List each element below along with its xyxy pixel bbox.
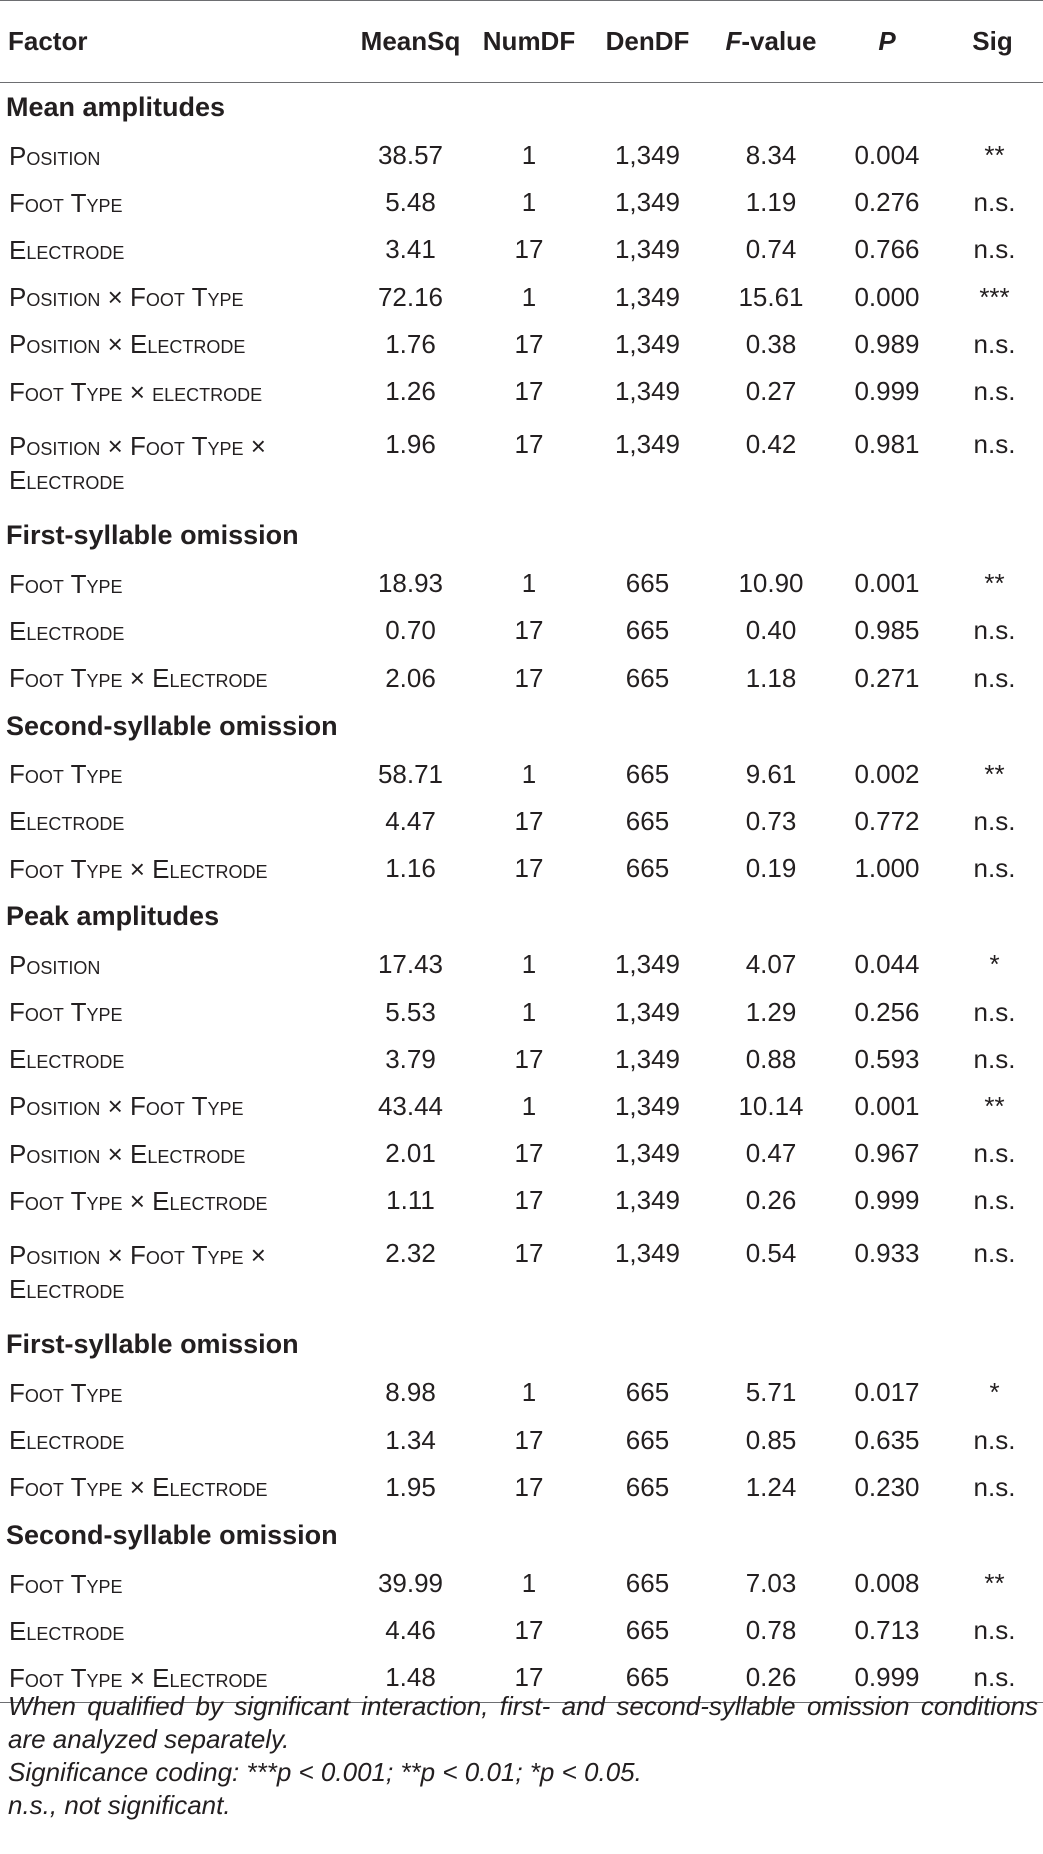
dendf-cell: 665 — [625, 1377, 670, 1408]
dendf-cell: 1,349 — [614, 328, 681, 359]
factor-cell: Foot Type × electrode — [9, 376, 263, 407]
f-cell: 0.54 — [745, 1238, 797, 1269]
numdf-cell: 1 — [521, 1568, 537, 1599]
factor-cell: Foot Type × Electrode — [9, 1185, 268, 1216]
f-cell: 15.61 — [738, 281, 804, 312]
sig-cell: n.s. — [973, 187, 1016, 218]
table-row — [0, 988, 1043, 1035]
table-row — [0, 655, 1043, 702]
sig-cell: ** — [984, 568, 1005, 599]
meansq-cell: 5.48 — [385, 187, 436, 218]
meansq-cell: 72.16 — [377, 281, 444, 312]
factor-cell: Position × Foot Type — [9, 282, 244, 313]
p-cell: 0.999 — [832, 1654, 942, 1702]
numdf-cell: 17 — [514, 1238, 544, 1269]
f-cell: 9.61 — [745, 758, 797, 789]
p-cell: 0.593 — [854, 1043, 920, 1074]
factor-cell: Position × Electrode — [9, 329, 246, 360]
table-row — [0, 226, 1043, 273]
factor-cell: Foot Type × Electrode — [9, 853, 268, 884]
dendf-cell: 1,349 — [614, 140, 681, 171]
p-cell: 1.000 — [854, 853, 920, 884]
header-dendf: DenDF — [585, 1, 710, 83]
numdf-cell: 17 — [514, 328, 544, 359]
numdf-cell: 17 — [514, 1138, 544, 1169]
factor-cell: Electrode — [9, 234, 125, 265]
dendf-cell: 1,349 — [614, 234, 681, 265]
factor-cell: Foot Type — [9, 1568, 123, 1599]
sig-cell: n.s. — [973, 429, 1016, 460]
f-cell: 0.88 — [745, 1043, 797, 1074]
footnote-ns: n.s., not significant. — [8, 1790, 231, 1820]
sig-cell: n.s. — [973, 1043, 1016, 1074]
meansq-cell: 38.57 — [377, 140, 444, 171]
factor-cell: Foot Type — [9, 1377, 123, 1408]
dendf-cell: 1,349 — [614, 1138, 681, 1169]
meansq-cell: 1.96 — [385, 429, 436, 460]
dendf-cell: 1,349 — [614, 1043, 681, 1074]
dendf-cell: 1,349 — [614, 281, 681, 312]
f-cell: 0.38 — [745, 328, 797, 359]
sig-cell: ** — [984, 140, 1005, 171]
dendf-cell: 1,349 — [614, 429, 681, 460]
p-cell: 0.004 — [854, 140, 920, 171]
factor-cell: Position × Foot Type × Electrode — [9, 431, 266, 496]
f-cell: 1.19 — [745, 187, 797, 218]
sig-cell: n.s. — [973, 1424, 1016, 1455]
numdf-cell: 17 — [514, 1424, 544, 1455]
numdf-cell: 17 — [514, 234, 544, 265]
dendf-cell: 665 — [625, 1615, 670, 1646]
table-row — [0, 1464, 1043, 1511]
p-cell: 0.000 — [854, 281, 920, 312]
dendf-cell: 665 — [585, 1654, 710, 1702]
meansq-cell: 2.32 — [385, 1238, 436, 1269]
f-cell: 1.18 — [745, 662, 797, 693]
factor-cell: Foot Type — [9, 759, 123, 790]
p-cell: 0.001 — [854, 1090, 920, 1121]
table-row — [0, 1130, 1043, 1177]
numdf-cell: 17 — [514, 1043, 544, 1074]
meansq-cell: 0.70 — [385, 615, 436, 646]
numdf-cell: 17 — [473, 1654, 585, 1702]
p-cell: 0.008 — [854, 1568, 920, 1599]
meansq-cell: 39.99 — [377, 1568, 444, 1599]
f-cell: 0.74 — [745, 234, 797, 265]
section-title: First-syllable omission — [6, 520, 299, 551]
dendf-cell: 1,349 — [614, 1238, 681, 1269]
meansq-cell: 1.26 — [385, 376, 436, 407]
p-cell: 0.989 — [854, 328, 920, 359]
factor-cell: Foot Type × Electrode — [9, 1472, 268, 1503]
p-cell: 0.001 — [854, 568, 920, 599]
table-row — [0, 941, 1043, 988]
table-body — [0, 83, 1043, 1703]
numdf-cell: 17 — [514, 853, 544, 884]
dendf-cell: 665 — [625, 615, 670, 646]
meansq-cell: 17.43 — [377, 949, 444, 980]
table-row — [0, 415, 1043, 511]
factor-cell: Foot Type × Electrode — [9, 663, 268, 694]
meansq-cell: 2.01 — [385, 1138, 436, 1169]
dendf-cell: 665 — [625, 758, 670, 789]
numdf-cell: 17 — [514, 429, 544, 460]
numdf-cell: 1 — [521, 1090, 537, 1121]
dendf-cell: 1,349 — [614, 1090, 681, 1121]
sig-cell: n.s. — [973, 234, 1016, 265]
dendf-cell: 1,349 — [614, 1185, 681, 1216]
factor-cell: Electrode — [9, 806, 125, 837]
p-cell: 0.985 — [854, 615, 920, 646]
factor-cell: Foot Type — [9, 997, 123, 1028]
p-cell: 0.713 — [854, 1615, 920, 1646]
p-cell: 0.271 — [854, 662, 920, 693]
p-cell: 0.017 — [854, 1377, 920, 1408]
sig-cell: n.s. — [973, 1615, 1016, 1646]
factor-cell: Position × Foot Type — [9, 1091, 244, 1122]
p-cell: 0.002 — [854, 758, 920, 789]
sig-cell: ** — [984, 758, 1005, 789]
header-fvalue — [710, 1, 832, 83]
factor-cell: Position × Foot Type × Electrode — [9, 1240, 266, 1305]
section-header-row — [0, 511, 1043, 560]
meansq-cell: 58.71 — [377, 758, 444, 789]
section-title: Mean amplitudes — [6, 92, 226, 122]
numdf-cell: 1 — [521, 996, 537, 1027]
numdf-cell: 1 — [521, 140, 537, 171]
p-cell: 0.276 — [854, 187, 920, 218]
section-header-row — [0, 83, 1043, 133]
dendf-cell: 665 — [625, 853, 670, 884]
table-row — [0, 132, 1043, 179]
meansq-cell: 4.47 — [385, 805, 436, 836]
numdf-cell: 17 — [514, 1471, 544, 1502]
sig-cell: n.s. — [973, 853, 1016, 884]
table-row — [0, 1417, 1043, 1464]
sig-cell: ** — [984, 1090, 1005, 1121]
sig-cell: ** — [984, 1568, 1005, 1599]
f-cell: 0.40 — [745, 615, 797, 646]
sig-cell: n.s. — [973, 1471, 1016, 1502]
f-cell: 8.34 — [745, 140, 797, 171]
table-row — [0, 179, 1043, 226]
factor-cell: Foot Type — [9, 187, 123, 218]
table-row — [0, 1560, 1043, 1607]
table-header-row — [0, 1, 1043, 83]
header-sig: Sig — [942, 1, 1043, 83]
section-header-row — [0, 892, 1043, 941]
meansq-cell: 1.16 — [385, 853, 436, 884]
p-cell: 0.772 — [854, 805, 920, 836]
table-row — [0, 368, 1043, 415]
meansq-cell: 1.95 — [385, 1471, 436, 1502]
f-cell: 10.90 — [738, 568, 804, 599]
dendf-cell: 665 — [625, 1568, 670, 1599]
table-row — [0, 1369, 1043, 1416]
sig-cell: n.s. — [973, 615, 1016, 646]
numdf-cell: 1 — [521, 281, 537, 312]
meansq-cell: 43.44 — [377, 1090, 444, 1121]
header-fvalue-rest: -value — [741, 26, 817, 56]
numdf-cell: 1 — [521, 187, 537, 218]
header-factor: Factor — [0, 1, 348, 83]
header-numdf: NumDF — [473, 1, 585, 83]
meansq-cell: 1.34 — [385, 1424, 436, 1455]
p-cell: 0.766 — [854, 234, 920, 265]
table-row — [0, 845, 1043, 892]
sig-cell: n.s. — [973, 1138, 1016, 1169]
numdf-cell: 1 — [521, 949, 537, 980]
numdf-cell: 17 — [514, 662, 544, 693]
p-cell: 0.933 — [854, 1238, 920, 1269]
footnote-significance-coding: Significance coding: ***p < 0.001; **p < 0.01; *p < 0.05. — [8, 1757, 642, 1787]
f-cell: 1.24 — [745, 1471, 797, 1502]
sig-cell: n.s. — [973, 1238, 1016, 1269]
sig-cell: n.s. — [973, 376, 1016, 407]
meansq-cell: 5.53 — [385, 996, 436, 1027]
sig-cell: n.s. — [973, 996, 1016, 1027]
header-p — [832, 1, 942, 83]
table-row — [0, 1224, 1043, 1320]
sig-cell: * — [989, 1377, 1000, 1408]
f-cell: 1.29 — [745, 996, 797, 1027]
table-row — [0, 607, 1043, 654]
table-row — [0, 1607, 1043, 1654]
table-row — [0, 274, 1043, 321]
f-cell: 0.85 — [745, 1424, 797, 1455]
dendf-cell: 1,349 — [614, 949, 681, 980]
dendf-cell: 1,349 — [614, 996, 681, 1027]
section-header-row — [0, 1320, 1043, 1369]
section-header-row — [0, 1511, 1043, 1560]
table-footnotes — [8, 1690, 1038, 1822]
meansq-cell: 1.48 — [348, 1654, 473, 1702]
p-cell: 0.256 — [854, 996, 920, 1027]
section-title: First-syllable omission — [6, 1329, 299, 1360]
meansq-cell: 18.93 — [377, 568, 444, 599]
numdf-cell: 17 — [514, 615, 544, 646]
numdf-cell: 1 — [521, 1377, 537, 1408]
meansq-cell: 3.41 — [385, 234, 436, 265]
p-cell: 0.967 — [854, 1138, 920, 1169]
dendf-cell: 665 — [625, 662, 670, 693]
numdf-cell: 17 — [514, 1185, 544, 1216]
f-cell: 0.47 — [745, 1138, 797, 1169]
numdf-cell: 17 — [514, 1615, 544, 1646]
table-row — [0, 751, 1043, 798]
meansq-cell: 2.06 — [385, 662, 436, 693]
factor-cell: Position × Electrode — [9, 1138, 246, 1169]
f-cell: 0.73 — [745, 805, 797, 836]
header-fvalue-italic: F — [725, 26, 742, 56]
section-title: Second-syllable omission — [6, 710, 338, 741]
dendf-cell: 665 — [625, 1471, 670, 1502]
meansq-cell: 1.11 — [386, 1185, 435, 1216]
table-row — [0, 1083, 1043, 1130]
f-cell: 4.07 — [745, 949, 797, 980]
header-meansq: MeanSq — [348, 1, 473, 83]
table-row — [0, 1177, 1043, 1224]
sig-cell: n.s. — [973, 805, 1016, 836]
f-cell: 0.26 — [745, 1185, 797, 1216]
p-cell: 0.635 — [854, 1424, 920, 1455]
dendf-cell: 665 — [625, 568, 670, 599]
table-row — [0, 560, 1043, 607]
f-cell: 10.14 — [738, 1090, 804, 1121]
sig-cell: n.s. — [973, 662, 1016, 693]
f-cell: 5.71 — [745, 1377, 797, 1408]
section-header-row — [0, 702, 1043, 751]
sig-cell: n.s. — [973, 328, 1016, 359]
section-title: Second-syllable omission — [6, 1519, 338, 1550]
factor-cell: Electrode — [9, 1425, 125, 1456]
section-title: Peak amplitudes — [6, 901, 220, 932]
factor-cell: Foot Type × Electrode — [0, 1654, 348, 1702]
f-cell: 7.03 — [745, 1568, 797, 1599]
dendf-cell: 665 — [625, 1424, 670, 1455]
footnote-analysis: When qualified by significant interaction, first- and second-syllable omission conditions are analyzed separately. — [8, 1691, 1038, 1754]
dendf-cell: 1,349 — [614, 187, 681, 218]
table-row — [0, 321, 1043, 368]
header-p-italic: P — [878, 26, 896, 56]
factor-cell: Position — [9, 140, 101, 171]
sig-cell: * — [989, 949, 1000, 980]
sig-cell: n.s. — [942, 1654, 1043, 1702]
numdf-cell: 1 — [521, 758, 537, 789]
factor-cell: Foot Type — [9, 568, 123, 599]
table-row — [0, 1036, 1043, 1083]
factor-cell: Electrode — [9, 615, 125, 646]
meansq-cell: 3.79 — [385, 1043, 436, 1074]
f-cell: 0.42 — [745, 429, 797, 460]
f-cell: 0.19 — [745, 853, 797, 884]
sig-cell: n.s. — [973, 1185, 1016, 1216]
numdf-cell: 17 — [514, 376, 544, 407]
f-cell: 0.27 — [745, 376, 797, 407]
p-cell: 0.044 — [854, 949, 920, 980]
factor-cell: Electrode — [9, 1615, 125, 1646]
dendf-cell: 665 — [625, 805, 670, 836]
sig-cell: *** — [979, 281, 1010, 312]
meansq-cell: 1.76 — [385, 328, 436, 359]
f-cell: 0.78 — [745, 1615, 797, 1646]
numdf-cell: 17 — [514, 805, 544, 836]
table-row — [0, 798, 1043, 845]
p-cell: 0.999 — [854, 1185, 920, 1216]
numdf-cell: 1 — [521, 568, 537, 599]
factor-cell: Position — [9, 949, 101, 980]
meansq-cell: 8.98 — [385, 1377, 436, 1408]
p-cell: 0.981 — [854, 429, 920, 460]
dendf-cell: 1,349 — [614, 376, 681, 407]
f-cell: 0.26 — [710, 1654, 832, 1702]
p-cell: 0.999 — [854, 376, 920, 407]
meansq-cell: 4.46 — [385, 1615, 436, 1646]
factor-cell: Electrode — [9, 1044, 125, 1075]
p-cell: 0.230 — [854, 1471, 920, 1502]
